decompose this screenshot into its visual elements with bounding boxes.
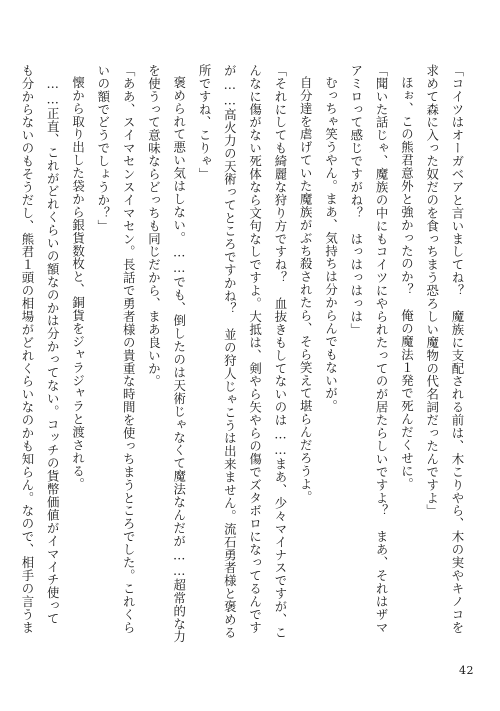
page-number: 42 xyxy=(459,664,474,677)
text-line: アミロって感じですがね？ はっはっはっは」 xyxy=(348,64,364,336)
text-line: が……高火力の天術ってところですかね？ 並の狩人じゃこうは出来ません。流石勇者様と褒める xyxy=(222,64,238,639)
text-line: を使うって意味ならどっちも同じだから、まあ良いか。 xyxy=(146,64,162,388)
text-line: 懐から取り出した袋から銀貨数枚と、銅貨をジャラジャラと渡される。 xyxy=(70,76,86,491)
text-line: 「ああ、スイマセンスイマセン。長話で勇者様の貴重な時間を使っちまうところでした。これくら xyxy=(121,64,137,634)
text-line: 所ですね、こりゃ」 xyxy=(197,64,213,181)
text-line: 「それにしても綺麗な狩り方ですね？ 血抜きもしてないのは……まあ、少々マイナスですが、こ xyxy=(272,64,288,639)
text-line: も分からないのもそうだし、熊君１頭の相場がどれくらいなのかも知らん。なので、相手の言うま xyxy=(19,64,35,634)
text-line: 求めて森に入った奴だのを食っちまう恐ろしい魔物の代名詞だったんですよ」 xyxy=(424,64,440,518)
text-line: ほぉ、この熊君意外と強かったのか？ 俺の魔法１発で死んだくせに。 xyxy=(399,76,415,491)
text-line: 「聞いた話じゃ、魔族の中にもコイツにやられたってのが居たらしいですよ？ まあ、それはザマ xyxy=(374,64,390,634)
text-line: むっちゃ笑うやん。まあ、気持ちは分からんでもないが。 xyxy=(323,76,339,414)
text-line: 「コイツはオーガベアと言いましてね？ 魔族に支配される前は、木こりやら、木の実やキノコを xyxy=(450,64,465,634)
vertical-text-body xyxy=(19,64,470,656)
text-line: 褒められて悪い気はしない。……でも、倒したのは天術じゃなくて魔法なんだが……超常的な力 xyxy=(171,76,187,644)
text-line: 自分達を虐げていた魔族がぶち殺されたら、そら笑えて堪らんだろうよ。 xyxy=(298,76,314,504)
text-line: いの額でどうでしょうか？」 xyxy=(95,64,111,233)
text-line: ……正直、これがどれくらいの額なのかは分かってない。コッチの貨幣価値がイマイチ使って xyxy=(45,76,61,626)
text-line: んなに傷がない死体なら文句なしですよ。大抵は、剣やら矢やらの傷でズタボロになってるんです xyxy=(247,64,263,634)
